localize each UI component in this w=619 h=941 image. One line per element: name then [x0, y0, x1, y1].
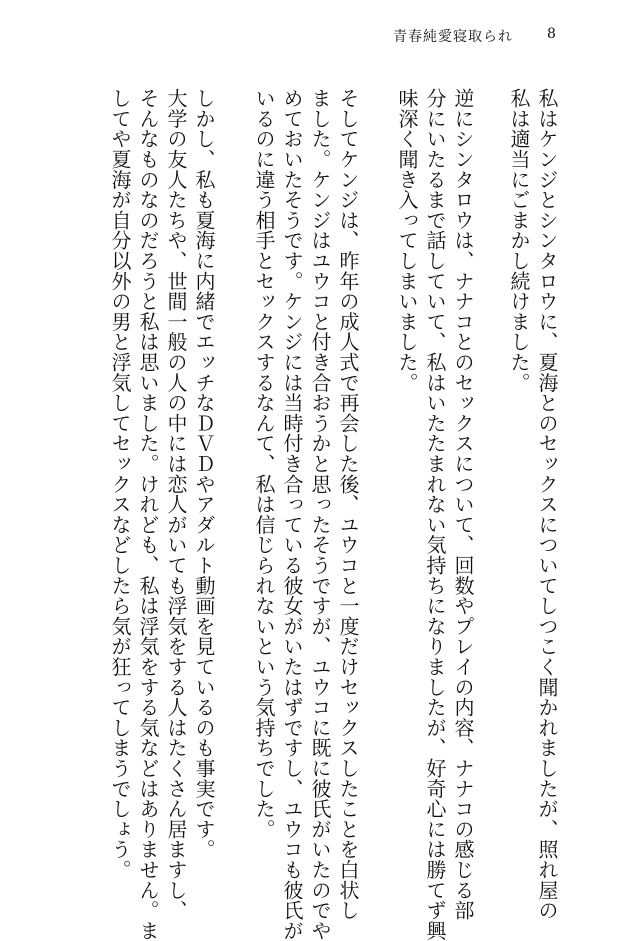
- text-column-10: しかし、私も夏海に内緒でエッチなＤＶＤやアダルト動画を見ているのも事実です。: [192, 88, 216, 860]
- text-column-2: 私は適当にごまかし続けました。: [507, 88, 531, 393]
- text-column-1: 私はケンジとシンタロウに、夏海とのセックスについてしつこく聞かれましたが、照れ屋の: [535, 88, 559, 921]
- text-column-7: ました。ケンジはユウコと付き合おうかと思ったそうですが、ユウコに既に彼氏がいたのでや: [308, 88, 332, 941]
- text-column-13: してや夏海が自分以外の男と浮気してセックスなどしたら気が狂ってしまうでしょう。: [108, 88, 132, 880]
- text-column-4: 分にいたるまで話していて、私はいたたまれない気持ちになりましたが、好奇心には勝てず興: [423, 88, 447, 941]
- text-column-12: そんなものなのだろうと私は思いました。けれども、私は浮気をする気などはありません。ま: [136, 88, 160, 941]
- running-header-title: 青春純愛寝取られ: [393, 29, 513, 45]
- text-column-3: 逆にシンタロウは、ナナコとのセックスについて、回数やプレイの内容、ナナコの感じる部: [451, 88, 475, 921]
- text-column-6: そしてケンジは、昨年の成人式で再会した後、ユウコと一度だけセックスしたことを白状し: [336, 88, 360, 921]
- page-number: 8: [547, 26, 556, 42]
- text-column-9: いるのに違う相手とセックスするなんて、私は信じられないという気持ちでした。: [252, 88, 276, 840]
- text-column-11: 大学の友人たちや、世間一般の人の中には恋人がいても浮気をする人はたくさん居ますし、: [164, 88, 188, 921]
- text-column-8: めておいたそうです。ケンジには当時付き合っている彼女がいたはずですし、ユウコも彼氏が: [280, 88, 304, 941]
- text-column-5: 味深く聞き入ってしまいました。: [395, 88, 419, 393]
